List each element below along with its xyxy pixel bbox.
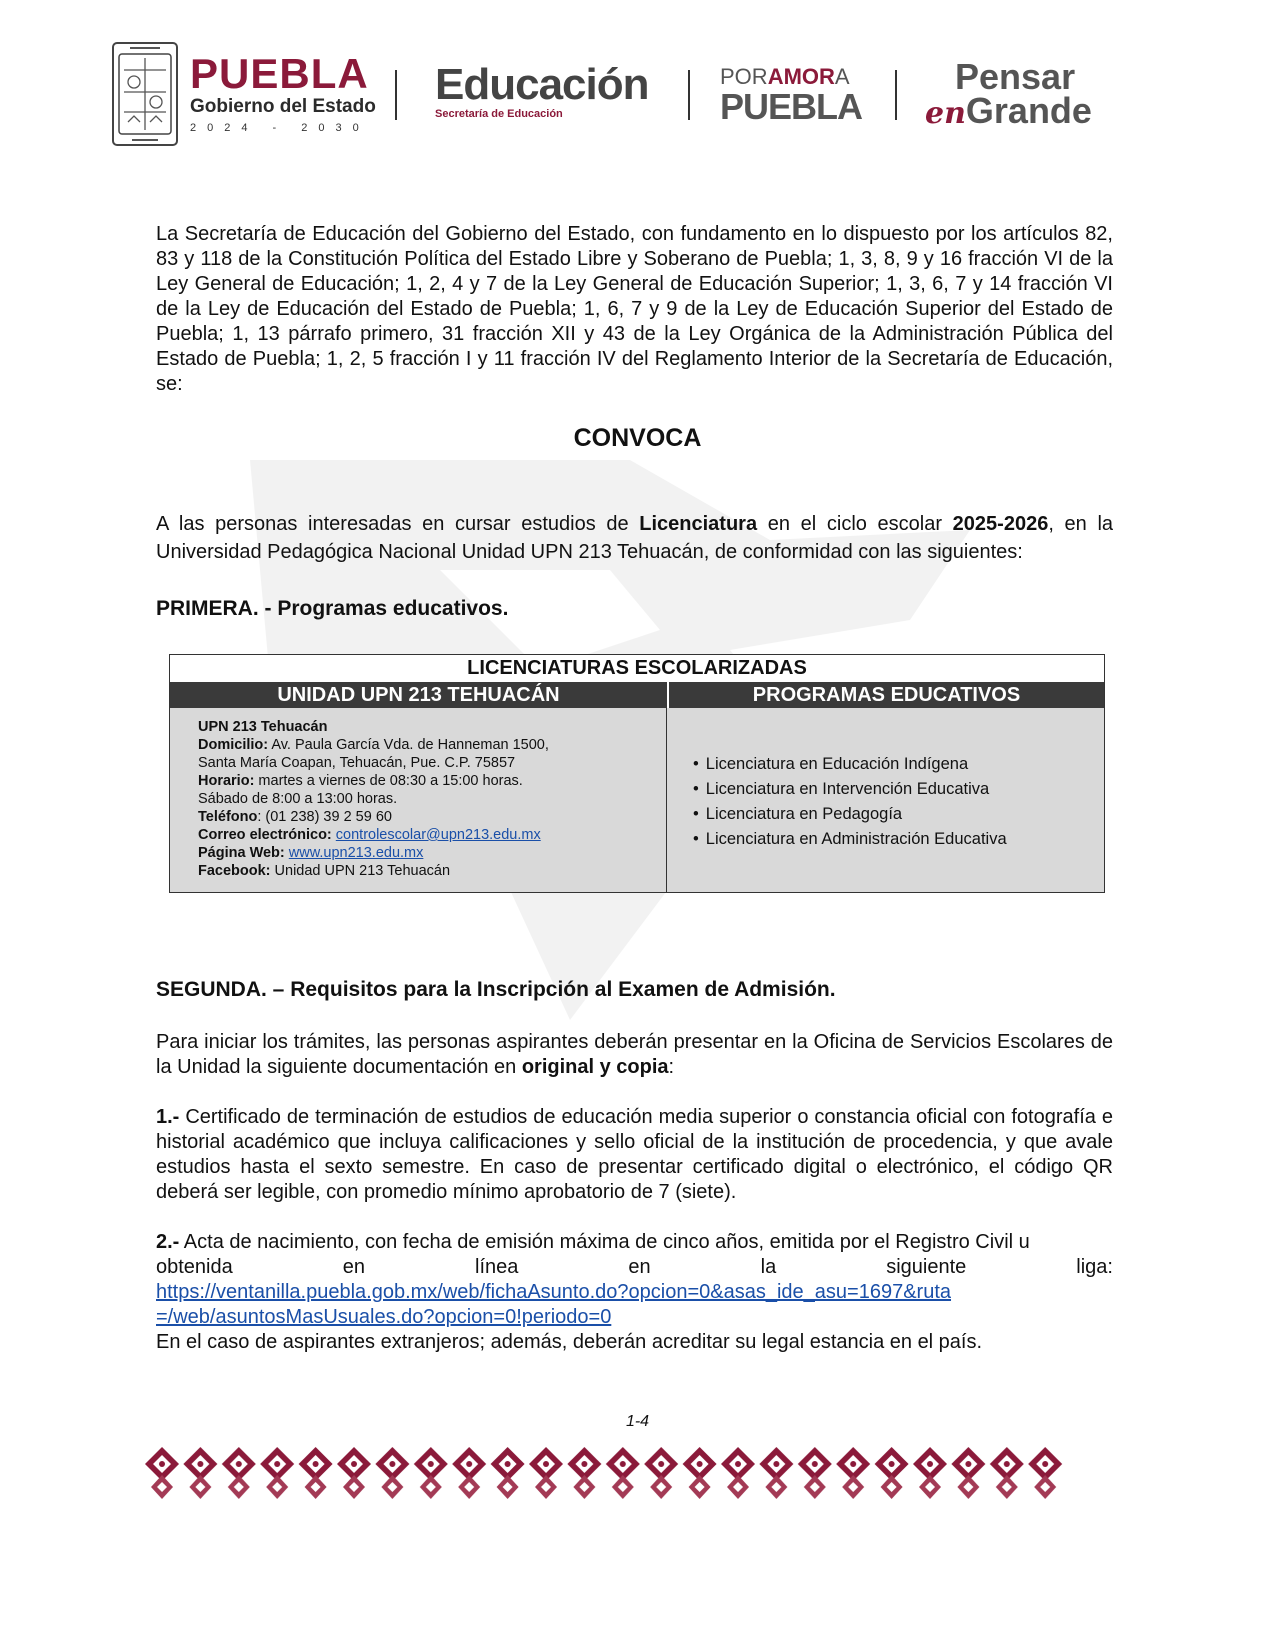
schedule-line: martes a viernes de 08:30 a 15:00 horas. [254, 773, 523, 789]
table-title: LICENCIATURAS ESCOLARIZADAS [170, 655, 1104, 682]
requirement-2-line: obtenida en línea en la siguiente liga: [156, 1256, 1113, 1278]
segunda-heading: SEGUNDA. – Requisitos para la Inscripción al Examen de Admisión. [156, 978, 836, 1001]
registro-civil-link-continued[interactable]: =/web/asuntosMasUsuales.do?opcion=0!periodo=0 [156, 1306, 612, 1328]
facebook-name: Unidad UPN 213 Tehuacán [270, 863, 451, 879]
primera-heading: PRIMERA. - Programas educativos. [156, 597, 509, 620]
intro-paragraph: La Secretaría de Educación del Gobierno del Estado, con fundamento en lo dispuesto por los artículos 82, 83 y 118 de la Constitución Política del Estado Libre y Soberano de Puebla; 1, 3, 8, 9 y 16 fracción VI de la Ley General de Educación; 1, 2, 4 y 7 de la Ley General de Educación Superior; 1, 3, 6, 7 y 14 fracción VI de la Ley de Educación del Estado de Puebla; 1, 6, 7 y 9 de la Ley de Educación Superior del Estado de Puebla; 1, 13 párrafo primero, 31 fracción XII y 43 de la Ley Orgánica de la Administración Pública del Estado de Puebla; 1, 2, 5 fracción I y 11 fracción IV del Reglamento Interior de la Secretaría de Educación, se: [156, 223, 1113, 395]
requirements-intro-paragraph: Para iniciar los trámites, las personas aspirantes deberán presentar en la Oficina de Servicios Escolares de la Unidad la siguiente documentación en original y copia: [156, 1031, 1113, 1078]
requirement-1: 1.- Certificado de terminación de estudios de educación media superior o constancia oficial con fotografía e historial académico que incluya calificaciones y sello oficial de la institución de procedencia, y que avale estudios hasta el sexto semestre. En caso de presentar certificado digital o electrónico, el código QR deberá ser legible, con promedio mínimo aprobatorio de 7 (siete). [156, 1106, 1113, 1203]
registro-civil-link[interactable]: https://ventanilla.puebla.gob.mx/web/fichaAsunto.do?opcion=0&asas_ide_asu=1697&ruta [156, 1281, 952, 1303]
requirement-2: 2.- Acta de nacimiento, con fecha de emisión máxima de cinco años, emitida por el Registro Civil u obtenida en línea en la siguiente liga: https://ventanilla.puebla.gob.mx/web/fichaAsunto.do?opcion=0&asas_ide_asu=1697&ruta =/web/asuntosMasUsuales.do?opcion=0!periodo=0 En el caso de aspirantes extranjeros; además, deberán acreditar su legal estancia en el país. [156, 1231, 1113, 1353]
list-item: • Licenciatura en Educación Indígena [695, 752, 1104, 777]
header-logos [110, 40, 1170, 155]
puebla-wordmark: PUEBLA [190, 50, 369, 97]
email-link[interactable]: controlescolar@upn213.edu.mx [335, 827, 541, 843]
unit-info-cell: UPN 213 Tehuacán Domicilio: Av. Paula García Vda. de Hanneman 1500, Santa María Coapan, Tehuacán, Pue. C.P. 75857 Horario: martes a viernes de 08:30 a 15:00 horas. Sábado de 8:00 a 13:00 horas. Teléfono: (01 238) 39 2 59 60 Correo electrónico: controlescolar@upn213.edu.mx Página Web: www.upn213.edu.mx Facebook: Unidad UPN 213 Tehuacán [170, 708, 667, 892]
website-link[interactable]: www.upn213.edu.mx [288, 845, 424, 861]
column-header-unidad: UNIDAD UPN 213 TEHUACÁN [170, 682, 669, 708]
programs-list [695, 752, 1104, 852]
pensar-wordmark: Pensar [955, 56, 1076, 97]
address-line: Av. Paula García Vda. de Hanneman 1500, [268, 737, 549, 753]
invitation-paragraph: A las personas interesadas en cursar estudios de Licenciatura en el ciclo escolar 2025-2026, en la Universidad Pedagógica Nacional Unidad UPN 213 Tehuacán, de conformidad con las siguientes: [156, 513, 1114, 563]
secretaria-label: Secretaría de Educación [435, 108, 563, 120]
divider [688, 70, 690, 120]
list-item: • Licenciatura en Pedagogía [695, 802, 1104, 827]
en-grande-line: enGrande [925, 90, 1092, 131]
page-number: 1-4 [625, 1413, 650, 1430]
foreign-applicants-note: En el caso de aspirantes extranjeros; además, deberán acreditar su legal estancia en el país. [156, 1331, 983, 1353]
convoca-title: CONVOCA [573, 424, 702, 452]
table-body-row [170, 708, 1104, 892]
educacion-wordmark: Educación [435, 60, 649, 109]
phone: : (01 238) 39 2 59 60 [257, 809, 392, 825]
pensar-en-grande-logo [925, 56, 1092, 131]
gobierno-label: Gobierno del Estado [190, 96, 376, 117]
list-item: • Licenciatura en Intervención Educativa [695, 777, 1104, 802]
decorative-footer-pattern [143, 1445, 1065, 1501]
list-item: • Licenciatura en Administración Educativa [695, 827, 1104, 852]
divider [395, 70, 397, 120]
schedule-line-2: Sábado de 8:00 a 13:00 horas. [198, 791, 398, 807]
programs-table [169, 654, 1105, 893]
puebla-line: PUEBLA [720, 86, 863, 127]
educacion-logo [435, 62, 649, 120]
puebla-gobierno-logo [190, 52, 390, 134]
table-header-row [170, 682, 1104, 708]
column-header-programas: PROGRAMAS EDUCATIVOS [752, 684, 1021, 706]
por-amor-line: PORAMORA [720, 64, 850, 89]
state-seal-icon [110, 40, 180, 148]
por-amor-a-puebla-logo [720, 65, 862, 125]
years-label: 2024 - 2030 [190, 122, 370, 134]
programs-cell [667, 708, 1104, 892]
address-line-2: Santa María Coapan, Tehuacán, Pue. C.P. 75857 [198, 755, 516, 771]
unit-name: UPN 213 Tehuacán [198, 719, 328, 735]
divider [895, 70, 897, 120]
